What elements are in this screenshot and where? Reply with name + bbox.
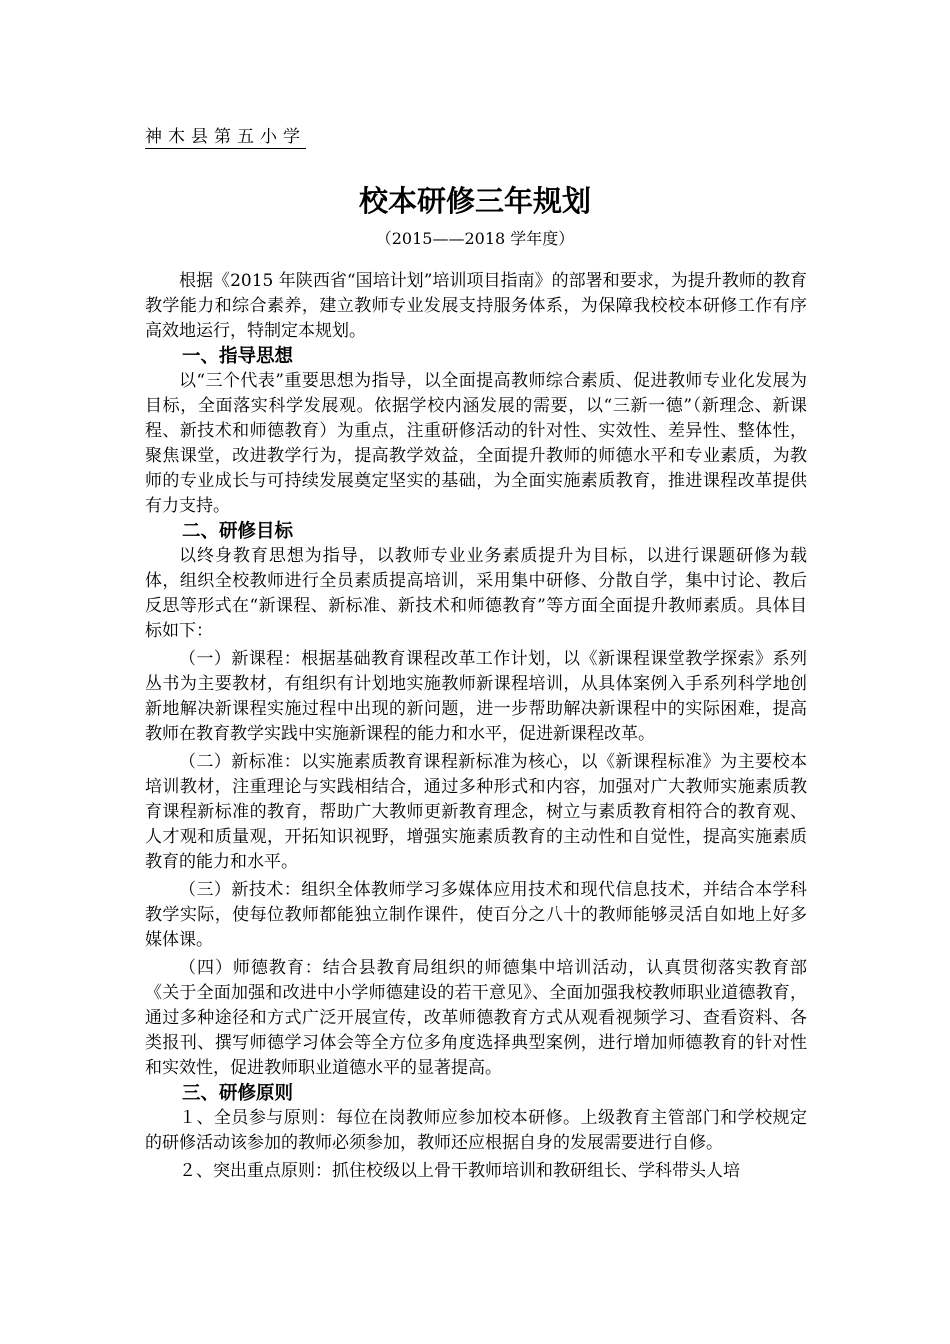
goal-item-teacher-ethics: （四）师德教育：结合县教育局组织的师德集中培训活动，认真贯彻落实教育部《关于全面加强和改进中小学师德建设的若干意见》、全面加强我校教师职业道德教育，通过多种途径和方式广泛开展宣传，改革师德教育方式从观看视频学习、查看资料、各类报刊、撰写师德学习体会等全方位多角度选择典型案例，进行增加师德教育的针对性和实效性，促进教师职业道德水平的显著提高。	[145, 958, 807, 1078]
intro-paragraph: 根据《2015 年陕西省“国培计划”培训项目指南》的部署和要求，为提升教师的教育教学能力和综合素养，建立教师专业发展支持服务体系，为保障我校校本研修工作有序高效地运行，特制定本规划。	[145, 271, 807, 341]
document-title: 校本研修三年规划	[358, 184, 591, 218]
section-heading-training-principles: 三、研修原则	[182, 1083, 294, 1104]
goal-item-new-technology: （三）新技术：组织全体教师学习多媒体应用技术和现代信息技术，并结合本学科教学实际，使每位教师都能独立制作课件，使百分之八十的教师能够灵活自如地上好多媒体课。	[145, 880, 807, 950]
document-subtitle: （2015——2018 学年度）	[375, 229, 575, 248]
principle-item-full-participation: １、全员参与原则：每位在岗教师应参加校本研修。上级教育主管部门和学校规定的研修活动该参加的教师必须参加，教师还应根据自身的发展需要进行自修。	[145, 1108, 807, 1153]
goal-item-new-standards: （二）新标准：以实施素质教育课程新标准为核心，以《新课程标准》为主要校本培训教材，注重理论与实践相结合，通过多种形式和内容，加强对广大教师实施素质教育课程新标准的教育，帮助广大教师更新教育理念，树立与素质教育相符合的教育观、人才观和质量观，开拓知识视野，增强实施素质教育的主动性和自觉性，提高实施素质教育的能力和水平。	[145, 752, 807, 872]
goal-item-new-curriculum: （一）新课程：根据基础教育课程改革工作计划，以《新课程课堂教学探索》系列丛书为主要教材，有组织有计划地实施教师新课程培训，从具体案例入手系列科学地创新地解决新课程实施过程中出现的新问题，进一步帮助解决新课程中的实际困难，提高教师在教育教学实践中实施新课程的能力和水平，促进新课程改革。	[145, 649, 807, 744]
paragraph-guiding-ideology: 以“三个代表”重要思想为指导，以全面提高教师综合素质、促进教师专业化发展为目标，全面落实科学发展观。依据学校内涵发展的需要，以“三新一德”（新理念、新课程、新技术和师德教育）为重点，注重研修活动的针对性、实效性、差异性、整体性，聚焦课堂，改进教学行为，提高教学效益，全面提升教师的师德水平和专业素质，为教师的专业成长与可持续发展奠定坚实的基础，为全面实施素质教育，推进课程改革提供有力支持。	[145, 371, 807, 516]
section-heading-guiding-ideology: 一、指导思想	[182, 346, 294, 367]
school-name-header: 神木县第五小学	[145, 127, 306, 147]
section-heading-training-goals: 二、研修目标	[182, 521, 294, 542]
paragraph-training-goals: 以终身教育思想为指导，以教师专业业务素质提升为目标，以进行课题研修为载体，组织全校教师进行全员素质提高培训，采用集中研修、分散自学，集中讨论、教后反思等形式在“新课程、新标准、新技术和师德教育”等方面全面提升教师素质。具体目标如下：	[145, 546, 807, 641]
document-body	[145, 269, 807, 1184]
principle-item-key-focus: ２、突出重点原则：抓住校级以上骨干教师培训和教研组长、学科带头人培	[179, 1161, 740, 1181]
